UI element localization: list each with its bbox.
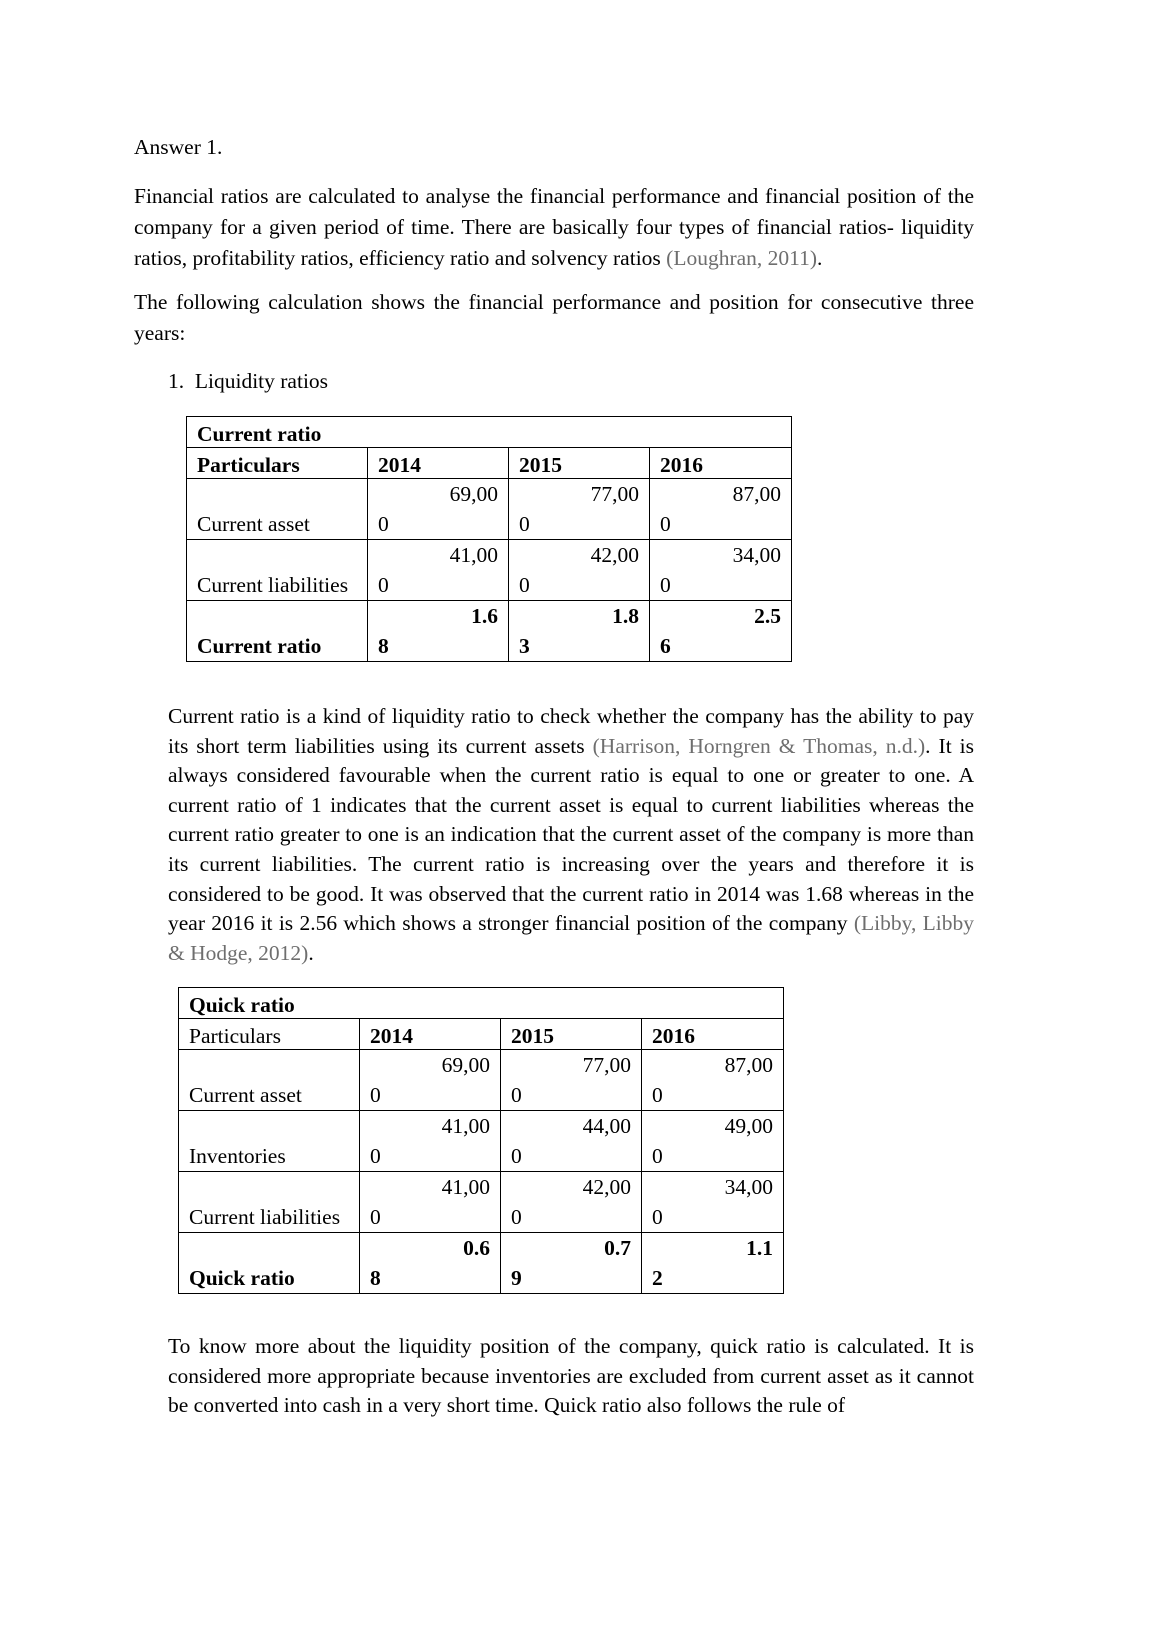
table-cell: 42,00 0 (519, 543, 639, 597)
citation: (Libby, Libby & Hodge, 2012) (168, 911, 974, 965)
table-row (187, 540, 792, 601)
table-cell: 49,00 0 (652, 1114, 773, 1168)
table-cell: 2.5 6 (660, 604, 781, 658)
table-cell: 41,00 0 (370, 1175, 490, 1229)
table-cell: 77,00 0 (511, 1053, 631, 1107)
row-label: Inventories (179, 1111, 360, 1172)
answer-heading: Answer 1. (134, 135, 223, 159)
table-cell: 87,00 0 (652, 1053, 773, 1107)
table-cell: 0.7 9 (511, 1236, 631, 1290)
header-year: 2016 (650, 448, 792, 479)
header-year: 2015 (509, 448, 650, 479)
table-row (187, 479, 792, 540)
table-row (179, 1111, 784, 1172)
list-item-liquidity-ratios: 1. Liquidity ratios (168, 369, 329, 393)
current-ratio-paragraph: Current ratio is a kind of liquidity ratio to check whether the company has the ability to pay its short term liabilities using its current assets (Harrison, Horngren & Thomas, n.d.). It is always considered favourable when the current ratio is equal to one or greater to one. A current ratio of 1 indicates that the current asset is equal to current liabilities whereas the current ratio greater to one is an indication that the current asset of the company is more than its current liabilities. The current ratio is increasing over the years and therefore it is considered to be good. It was observed that the current ratio in 2014 was 1.68 whereas in the year 2016 it is 2.56 which shows a stronger financial position of the company (Libby, Libby & Hodge, 2012). (168, 704, 975, 965)
header-year: 2014 (368, 448, 509, 479)
table-cell: 0.6 8 (370, 1236, 490, 1290)
citation: (Loughran, 2011) (666, 246, 818, 270)
table-cell: 41,00 0 (378, 543, 498, 597)
row-label: Current ratio (187, 601, 368, 662)
table-cell: 87,00 0 (660, 482, 781, 536)
row-label: Quick ratio (179, 1233, 360, 1294)
row-label: Current asset (187, 479, 368, 540)
table-cell: 1.8 3 (519, 604, 639, 658)
quick-ratio-paragraph: To know more about the liquidity position of the company, quick ratio is calculated. It is considered more appropriate because inventories are excluded from current asset as it cannot be converted into cash in a very short time. Quick ratio also follows the rule of (168, 1334, 974, 1418)
table-cell: 44,00 0 (511, 1114, 631, 1168)
intro-paragraph: Financial ratios are calculated to analyse the financial performance and financial position of the company for a given period of time. There are basically four types of financial ratios- liquidity ratios, profitability ratios, efficiency ratio and solvency ratios (Loughran, 2011). (134, 184, 974, 270)
table-title: Current ratio (187, 417, 792, 448)
header-particulars: Particulars (179, 1019, 360, 1050)
table-cell: 69,00 0 (370, 1053, 490, 1107)
table-cell: 34,00 0 (652, 1175, 773, 1229)
table-row (179, 1172, 784, 1233)
table-row (179, 1050, 784, 1111)
table-cell: 77,00 0 (519, 482, 639, 536)
table-cell: 1.1 2 (652, 1236, 773, 1290)
header-year: 2016 (642, 1019, 784, 1050)
row-label: Current liabilities (187, 540, 368, 601)
table-row-result (179, 1233, 784, 1294)
table-cell: 42,00 0 (511, 1175, 631, 1229)
table-cell: 69,00 0 (378, 482, 498, 536)
table-row-result (187, 601, 792, 662)
table-cell: 1.6 8 (378, 604, 498, 658)
table-cell: 41,00 0 (370, 1114, 490, 1168)
table-cell: 34,00 0 (660, 543, 781, 597)
following-paragraph: The following calculation shows the financial performance and position for consecutive three years: (134, 290, 974, 345)
citation: (Harrison, Horngren & Thomas, n.d.) (592, 733, 926, 758)
quick-ratio-table (178, 987, 784, 1294)
header-year: 2014 (360, 1019, 501, 1050)
row-label: Current liabilities (179, 1172, 360, 1233)
current-ratio-table (186, 416, 792, 662)
row-label: Current asset (179, 1050, 360, 1111)
table-title: Quick ratio (179, 988, 784, 1019)
header-year: 2015 (501, 1019, 642, 1050)
header-particulars: Particulars (187, 448, 368, 479)
